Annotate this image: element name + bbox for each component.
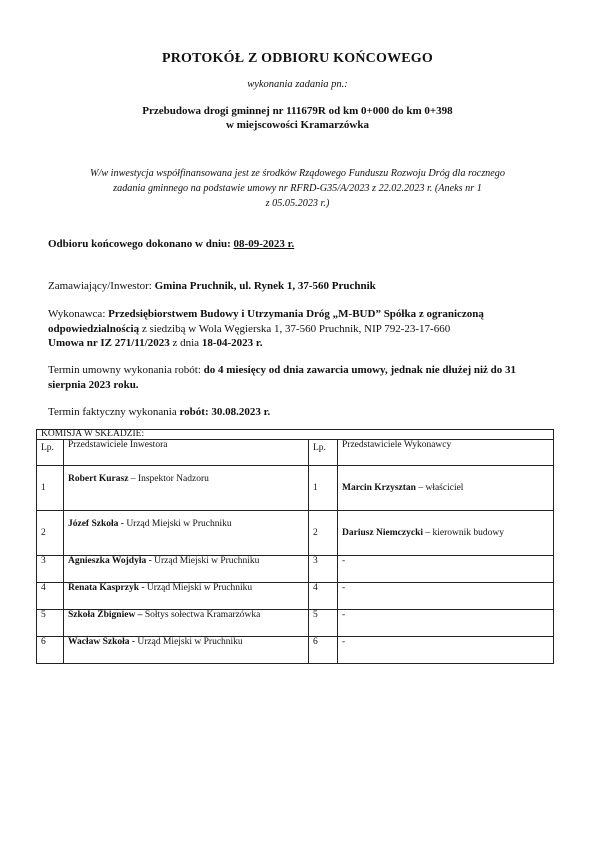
investor-line <box>48 279 553 294</box>
contractor-name: Przedsiębiorstwem Budowy i Utrzymania Dróg „M-BUD” Spółka z ograniczoną odpowiedzialnością <box>48 308 484 335</box>
table-row <box>37 556 554 583</box>
investor-rep-role: – Inspektor Nadzoru <box>128 474 209 484</box>
commission-heading: KOMISJA W SKŁADZIE: <box>37 430 554 440</box>
task-line-1: Przebudowa drogi gminnej nr 111679R od km 0+000 do km 0+398 <box>142 105 453 117</box>
acceptance-date: 08-09-2023 r. <box>233 238 295 250</box>
row-lp: 5 <box>37 610 64 637</box>
funding-line-3: z 05.05.2023 r.) <box>265 198 330 209</box>
row-lp: 3 <box>37 556 64 583</box>
contractor-rep <box>338 556 554 583</box>
funding-line-1: W/w inwestycja współfinansowana jest ze środków Rządowego Funduszu Rozwoju Dróg dla rocznego <box>90 168 505 179</box>
contractor-block <box>48 307 553 351</box>
contractor-rep-name: - <box>342 583 346 593</box>
contract-term-line <box>48 363 553 392</box>
task-line-2: w miejscowości Kramarzówka <box>226 119 369 131</box>
row-lp-2: 6 <box>309 637 338 664</box>
contractor-rep-role: – właściciel <box>415 483 464 493</box>
table-row <box>37 583 554 610</box>
contractor-rep-name: - <box>342 610 346 620</box>
contractor-rep-name: - <box>342 637 346 647</box>
contractor-address: z siedzibą w Wola Węgierska 1, 37-560 Pruchnik, NIP 792-23-17-660 <box>139 322 451 335</box>
row-lp: 1 <box>37 466 64 511</box>
contractor-rep <box>338 637 554 664</box>
header-contractor: Przedstawiciele Wykonawcy <box>338 440 554 466</box>
commission-table <box>36 429 554 664</box>
contract-term-label: Termin umowny wykonania robót: <box>48 364 204 376</box>
acceptance-date-line <box>48 237 553 252</box>
contract-term-value: do 4 miesięcy od dnia zawarcia umowy, jednak nie dłużej niż do 31 sierpnia 2023 roku. <box>48 364 517 391</box>
row-lp: 4 <box>37 583 64 610</box>
row-lp-2: 4 <box>309 583 338 610</box>
table-row <box>37 610 554 637</box>
funding-note <box>55 166 540 211</box>
contractor-rep <box>338 610 554 637</box>
actual-term-value: robót: 30.08.2023 r. <box>179 406 271 418</box>
table-row <box>37 511 554 556</box>
investor-rep-name: Wacław Szkoła - <box>68 637 136 647</box>
document-title: PROTOKÓŁ Z ODBIORU KOŃCOWEGO <box>162 51 433 66</box>
row-lp-2: 3 <box>309 556 338 583</box>
table-row <box>37 637 554 664</box>
row-lp-2: 2 <box>309 511 338 556</box>
investor-rep-name: Józef Szkoła - <box>68 519 124 529</box>
investor-rep <box>64 466 309 511</box>
contract-mid: z dnia <box>169 337 202 349</box>
document-subtitle: wykonania zadania pn.: <box>247 79 348 90</box>
investor-rep-role: Sołtys sołectwa Kramarzówka <box>142 610 261 620</box>
contract-number: Umowa nr IZ 271/11/2023 <box>48 337 170 349</box>
task-name <box>40 104 555 132</box>
investor-rep <box>64 556 309 583</box>
investor-label: Zamawiający/Inwestor: <box>48 280 155 292</box>
commission-heading-row <box>37 430 554 440</box>
contractor-rep-name: Marcin Krzysztan <box>342 483 416 493</box>
investor-rep-name: Szkoła Zbigniew – <box>68 610 143 620</box>
actual-term-line <box>48 405 553 420</box>
investor-rep <box>64 583 309 610</box>
investor-rep <box>64 637 309 664</box>
investor-value: Gmina Pruchnik, ul. Rynek 1, 37-560 Pruchnik <box>154 280 376 292</box>
table-row <box>37 466 554 511</box>
contract-date: 18-04-2023 r. <box>201 337 263 349</box>
investor-rep-name: Agnieszka Wojdyła - <box>68 556 152 566</box>
investor-rep-name: Renata Kasprzyk - <box>68 583 145 593</box>
contractor-label: Wykonawca: <box>48 308 109 320</box>
funding-line-2: zadania gminnego na podstawie umowy nr RFRD-G35/A/2023 z 22.02.2023 r. (Aneks nr 1 <box>113 183 482 194</box>
investor-rep-role: Urząd Miejski w Pruchniku <box>123 519 232 529</box>
investor-rep-role: Urząd Miejski w Pruchniku <box>144 583 253 593</box>
investor-rep-role: Urząd Miejski w Pruchniku <box>151 556 260 566</box>
row-lp-2: 5 <box>309 610 338 637</box>
row-lp: 6 <box>37 637 64 664</box>
investor-rep <box>64 511 309 556</box>
actual-term-label: Termin faktyczny wykonania <box>48 406 180 418</box>
contractor-rep-role: – kierownik budowy <box>423 528 505 538</box>
contractor-rep <box>338 511 554 556</box>
contractor-rep <box>338 466 554 511</box>
row-lp-2: 1 <box>309 466 338 511</box>
contractor-rep-name: - <box>342 556 346 566</box>
commission-header-row <box>37 440 554 466</box>
header-lp: Lp. <box>37 440 64 466</box>
acceptance-label: Odbioru końcowego dokonano w dniu: <box>48 238 234 250</box>
header-investor: Przedstawiciele Inwestora <box>64 440 309 466</box>
header-lp-2: Lp. <box>309 440 338 466</box>
row-lp: 2 <box>37 511 64 556</box>
contractor-rep <box>338 583 554 610</box>
investor-rep-name: Robert Kurasz <box>68 474 129 484</box>
investor-rep <box>64 610 309 637</box>
contractor-rep-name: Dariusz Niemczycki <box>342 528 423 538</box>
investor-rep-role: Urząd Miejski w Pruchniku <box>135 637 243 647</box>
